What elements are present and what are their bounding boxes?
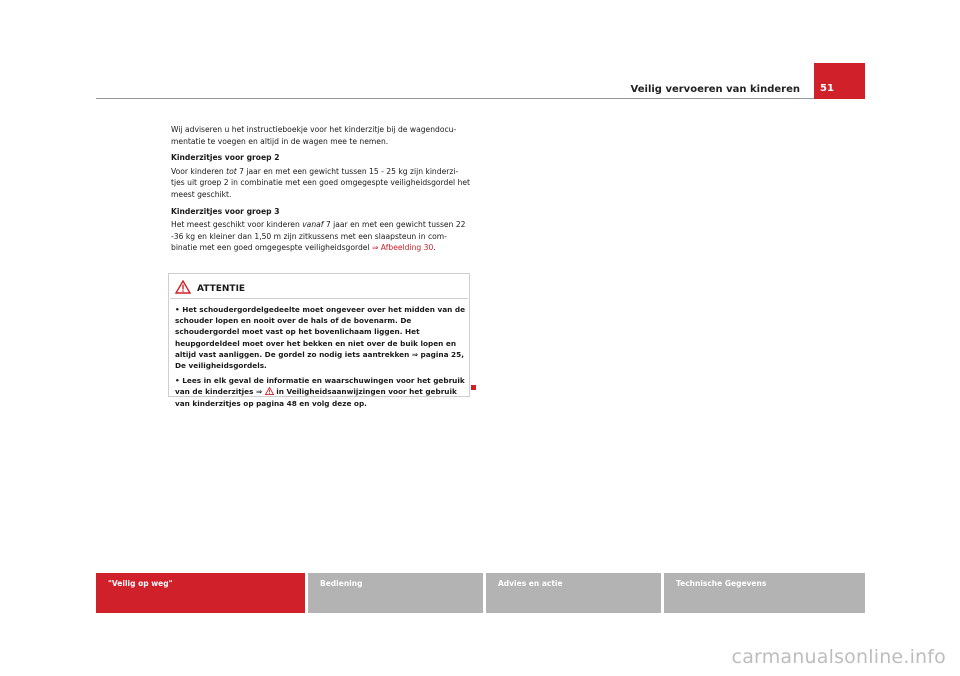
group2-paragraph <box>171 166 471 201</box>
warning-divider <box>170 298 468 299</box>
group3-heading: Kinderzitjes voor groep 3 <box>171 206 280 216</box>
inline-warning-icon <box>265 387 274 395</box>
page-number: 51 <box>814 63 865 99</box>
section-end-marker <box>471 385 476 390</box>
group3-emphasis: vanaf <box>302 220 324 230</box>
watermark: carmanualsonline.info <box>731 646 946 668</box>
warning-triangle-icon <box>175 280 191 294</box>
group2-emphasis: tot <box>226 166 237 176</box>
running-header-title: Veilig vervoeren van kinderen <box>630 84 800 95</box>
warning-item-1 <box>175 304 467 371</box>
group3-end: . <box>433 243 436 253</box>
footer-tab-technische-gegevens[interactable]: Technische Gegevens <box>664 573 865 613</box>
warning-title: ATTENTIE <box>197 284 246 294</box>
main-content <box>171 124 471 259</box>
group2-heading: Kinderzitjes voor groep 2 <box>171 153 280 163</box>
footer-tab-veilig-op-weg[interactable]: "Veilig op weg" <box>96 573 305 613</box>
warning-item-2 <box>175 375 467 409</box>
footer-tab-bediening[interactable]: Bediening <box>308 573 483 613</box>
warning-item-2-text-b: in Veiligheidsaanwijzingen voor het gebruik van kinderzitjes op pagina 48 en volg deze op. <box>175 387 457 408</box>
group3-paragraph <box>171 219 471 254</box>
figure-30-link[interactable]: ⇒ Afbeelding 30 <box>372 243 434 253</box>
warning-box <box>168 273 470 408</box>
group2-text-a: Voor kinderen <box>171 166 227 176</box>
intro-paragraph: Wij adviseren u het instructieboekje voor het kinderzitje bij de wagendocu-mentatie te voegen en altijd in de wagen mee te nemen. <box>171 125 457 146</box>
group2-text-b: 7 jaar en met een gewicht tussen 15 - 25 kg zijn kinderzi-tjes uit groep 2 in combinatie met een goed omgegespte veiligheidsgordel het meest geschikt. <box>171 166 471 199</box>
footer-tab-advies-en-actie[interactable]: Advies en actie <box>486 573 661 613</box>
header-divider <box>96 98 814 99</box>
warning-item-2-text-a: Lees in elk geval de informatie en waarschuwingen voor het gebruik van de kinderzitjes ⇒ <box>175 376 465 397</box>
group3-text-a: Het meest geschikt voor kinderen <box>171 220 303 230</box>
bullet: • <box>175 305 180 314</box>
warning-item-1-text: Het schoudergordelgedeelte moet ongeveer over het midden van de schouder lopen en nooit over de hals of de bovenarm. De schoudergordel moet vast op het bovenlichaam liggen. Het heupgordeldeel moet over het bekken en niet over de buik lopen en altijd vast aanliggen. De gordel zo nodig iets aantrekken ⇒ pagina 25, De veiligheidsgordels. <box>175 305 466 371</box>
warning-body <box>175 304 467 413</box>
bullet: • <box>175 376 180 386</box>
group3-text-b: 7 jaar en met een gewicht tussen 22 -36 kg en kleiner dan 1,50 m zijn zitkussens met een slaapsteun in com-binatie met een goed omgegespte veiligheidsgordel <box>171 220 466 253</box>
